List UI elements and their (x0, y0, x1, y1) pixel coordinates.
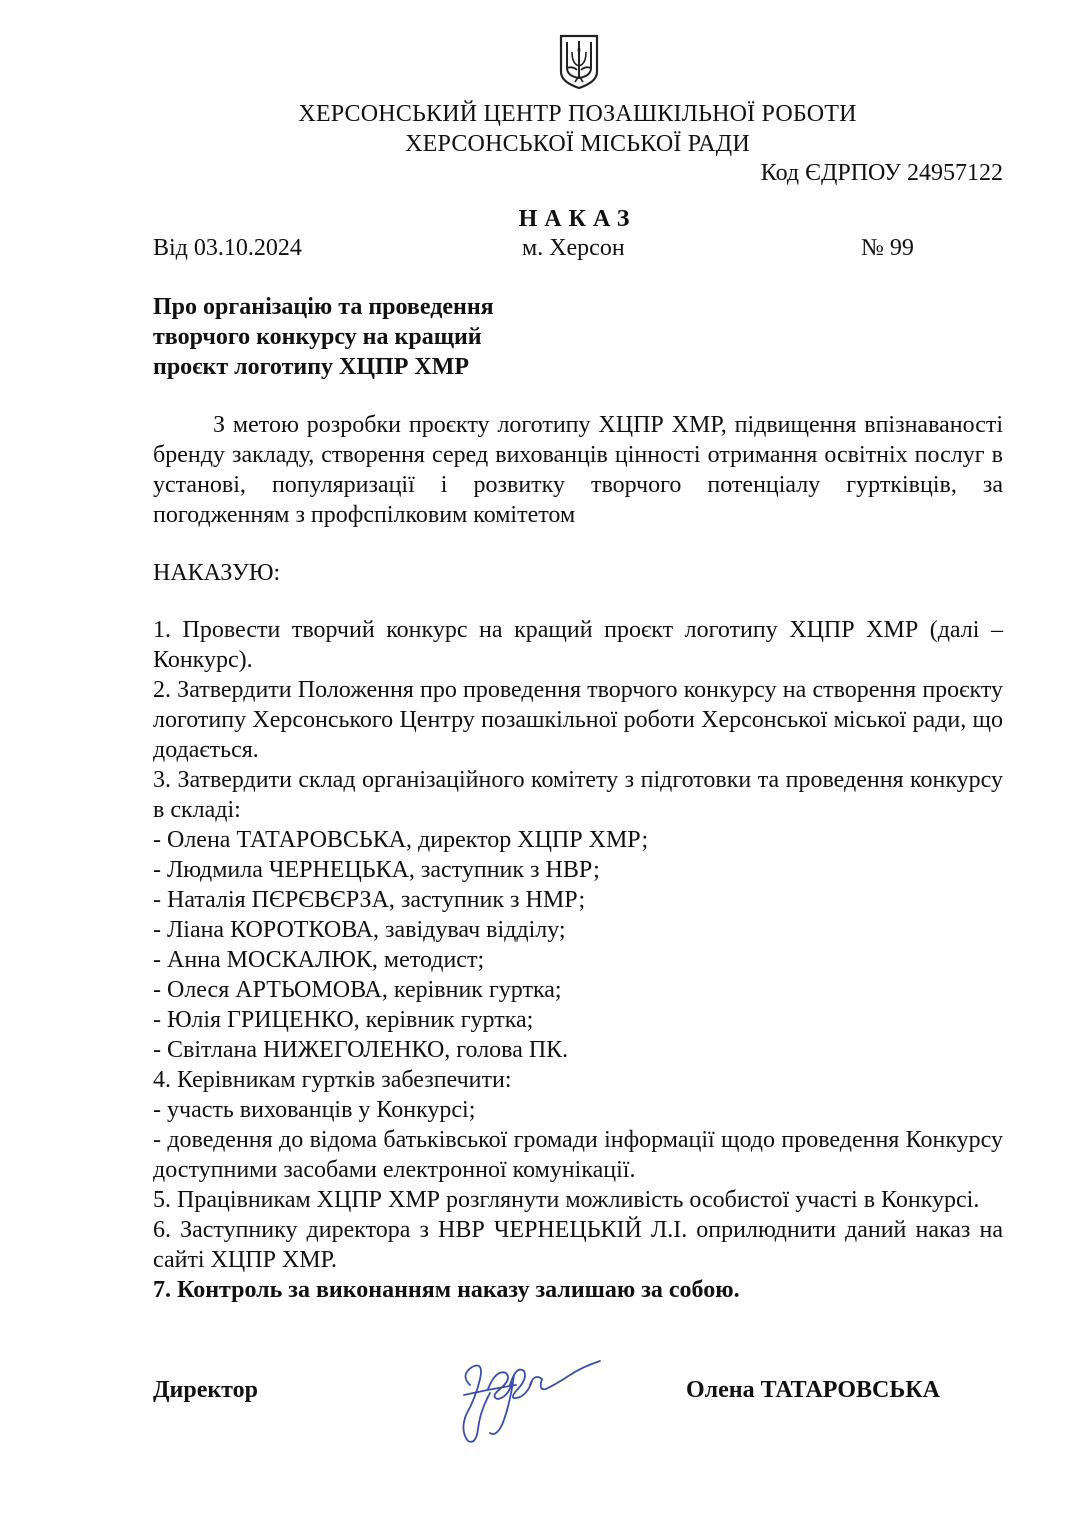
order-item: 7. Контроль за виконанням наказу залишаю за собою. (153, 1277, 740, 1303)
committee-member: - Наталія ПЄРЄВЄРЗА, заступник з НМР; (153, 887, 586, 913)
committee-member: - Світлана НИЖЕГОЛЕНКО, голова ПК. (153, 1037, 569, 1063)
committee-member: - Олена ТАТАРОВСЬКА, директор ХЦПР ХМР; (153, 827, 649, 853)
order-sub-item: - участь вихованців у Конкурсі; (153, 1097, 476, 1123)
subject-line: проєкт логотипу ХЦПР ХМР (153, 354, 470, 380)
order-item: 4. Керівникам гуртків забезпечити: (153, 1067, 512, 1093)
order-item: 3. Затвердити склад організаційного комітету з підготовки та проведення конкурсу в складі: (153, 767, 1003, 823)
subject-line: Про організацію та проведення (153, 294, 494, 320)
handwritten-signature-icon (450, 1345, 610, 1450)
order-title: НАКАЗ (518, 206, 637, 232)
org-name-line2: ХЕРСОНСЬКОЇ МІСЬКОЇ РАДИ (405, 131, 750, 157)
committee-member: - Ліана КОРОТКОВА, завідувач відділу; (153, 917, 566, 943)
committee-member: - Олеся АРТЬОМОВА, керівник гуртка; (153, 977, 562, 1003)
order-meta-row (0, 233, 1080, 263)
signer-role: Директор (153, 1377, 258, 1403)
order-item: 2. Затвердити Положення про проведення творчого конкурсу на створення проєкту логотипу Херсонського Центру позашкільної роботи Херсонської міської ради, що додається. (153, 677, 1003, 763)
order-item: 5. Працівникам ХЦПР ХМР розглянути можливість особистої участі в Конкурсі. (153, 1187, 980, 1213)
signer-name: Олена ТАТАРОВСЬКА (686, 1377, 940, 1403)
order-number: № 99 (861, 235, 914, 261)
trident-emblem-icon (557, 32, 601, 90)
committee-member: - Людмила ЧЕРНЕЦЬКА, заступник з НВР; (153, 857, 600, 883)
subject-line: творчого конкурсу на кращий (153, 324, 482, 350)
order-item: 1. Провести творчий конкурс на кращий проєкт логотипу ХЦПР ХМР (далі – Конкурс). (153, 617, 1003, 673)
committee-member: - Юлія ГРИЦЕНКО, керівник гуртка; (153, 1007, 534, 1033)
order-item: 6. Заступнику директора з НВР ЧЕРНЕЦЬКІЙ Л.І. оприлюднити даний наказ на сайті ХЦПР ХМР. (153, 1217, 1003, 1273)
order-items-list (153, 615, 1003, 1305)
order-directive-word: НАКАЗУЮ: (153, 560, 281, 586)
edrpou-code: Код ЄДРПОУ 24957122 (760, 160, 1003, 186)
order-date: Від 03.10.2024 (153, 235, 302, 261)
order-subject (153, 292, 573, 382)
org-name-line1: ХЕРСОНСЬКИЙ ЦЕНТР ПОЗАШКІЛЬНОЇ РОБОТИ (298, 101, 857, 127)
order-sub-item: - доведення до відома батьківської громади інформації щодо проведення Конкурсу доступними засобами електронної комунікації. (153, 1127, 1003, 1183)
order-city: м. Херсон (522, 235, 625, 261)
preamble-paragraph: З метою розробки проєкту логотипу ХЦПР ХМР, підвищення впізнаваності бренду закладу, створення серед вихованців цінності отримання освітніх послуг в установі, популяризації і розвитку творчого потенціалу гуртківців, за погодженням з профспілковим комітетом (153, 412, 1003, 528)
committee-member: - Анна МОСКАЛЮК, методист; (153, 947, 485, 973)
